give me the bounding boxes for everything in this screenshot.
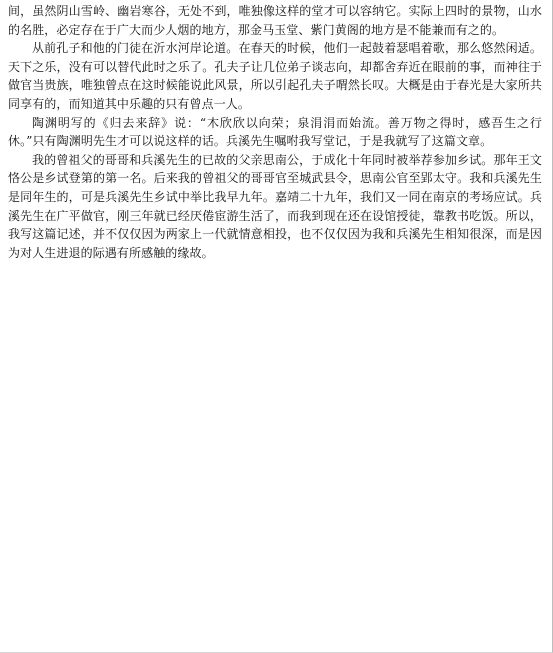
paragraph-tao-yuanming: 陶渊明写的《归去来辞》说：“木欣欣以向荣；泉涓涓而始流。善万物之得时，感吾生之行休。”只有陶渊明先生才可以说这样的话。兵溪先生嘱咐我写堂记，于是我就写了这篇文章。 bbox=[8, 115, 542, 149]
paragraph-continuation: 间，虽然阴山雪岭、幽岩寒谷，无处不到，唯独像这样的堂才可以容纳它。实际上四时的景物，山水的名胜，必定存在于广大而少人烟的地方，那金马玉堂、紫门黄阁的地方是不能兼而有之的。 bbox=[8, 4, 542, 37]
document-body bbox=[8, 2, 542, 262]
paragraph-confucius: 从前孔子和他的门徒在沂水河岸论道。在春天的时候，他们一起鼓着瑟唱着歌，那么悠然闲适。天下之乐，没有可以替代此时之乐了。孔夫子让几位弟子谈志向，却都舍弃近在眼前的事，而神往于做官当贵族，唯独曾点在这时候能说此风景，所以引起孔夫子喟然长叹。大概是由于春光是大家所共同享有的，而知道其中乐趣的只有曾点一人。 bbox=[8, 41, 542, 111]
paragraph-family-history: 我的曾祖父的哥哥和兵溪先生的已故的父亲思南公，于成化十年同时被举荐参加乡试。那年王文恪公是乡试登第的第一名。后来我的曾祖父的哥哥官至城武县令，思南公官至郢太守。我和兵溪先生是同年生的，可是兵溪先生乡试中举比我早九年。嘉靖二十九年，我们又一同在南京的考场应试。兵溪先生在广平做官，刚三年就已经厌倦宦游生活了，而我到现在还在设馆授徒，靠教书吃饭。所以，我写这篇记述，并不仅仅因为两家上一代就情意相投，也不仅仅因为我和兵溪先生相知很深，而是因为对人生进退的际遇有所感触的缘故。 bbox=[8, 152, 542, 260]
